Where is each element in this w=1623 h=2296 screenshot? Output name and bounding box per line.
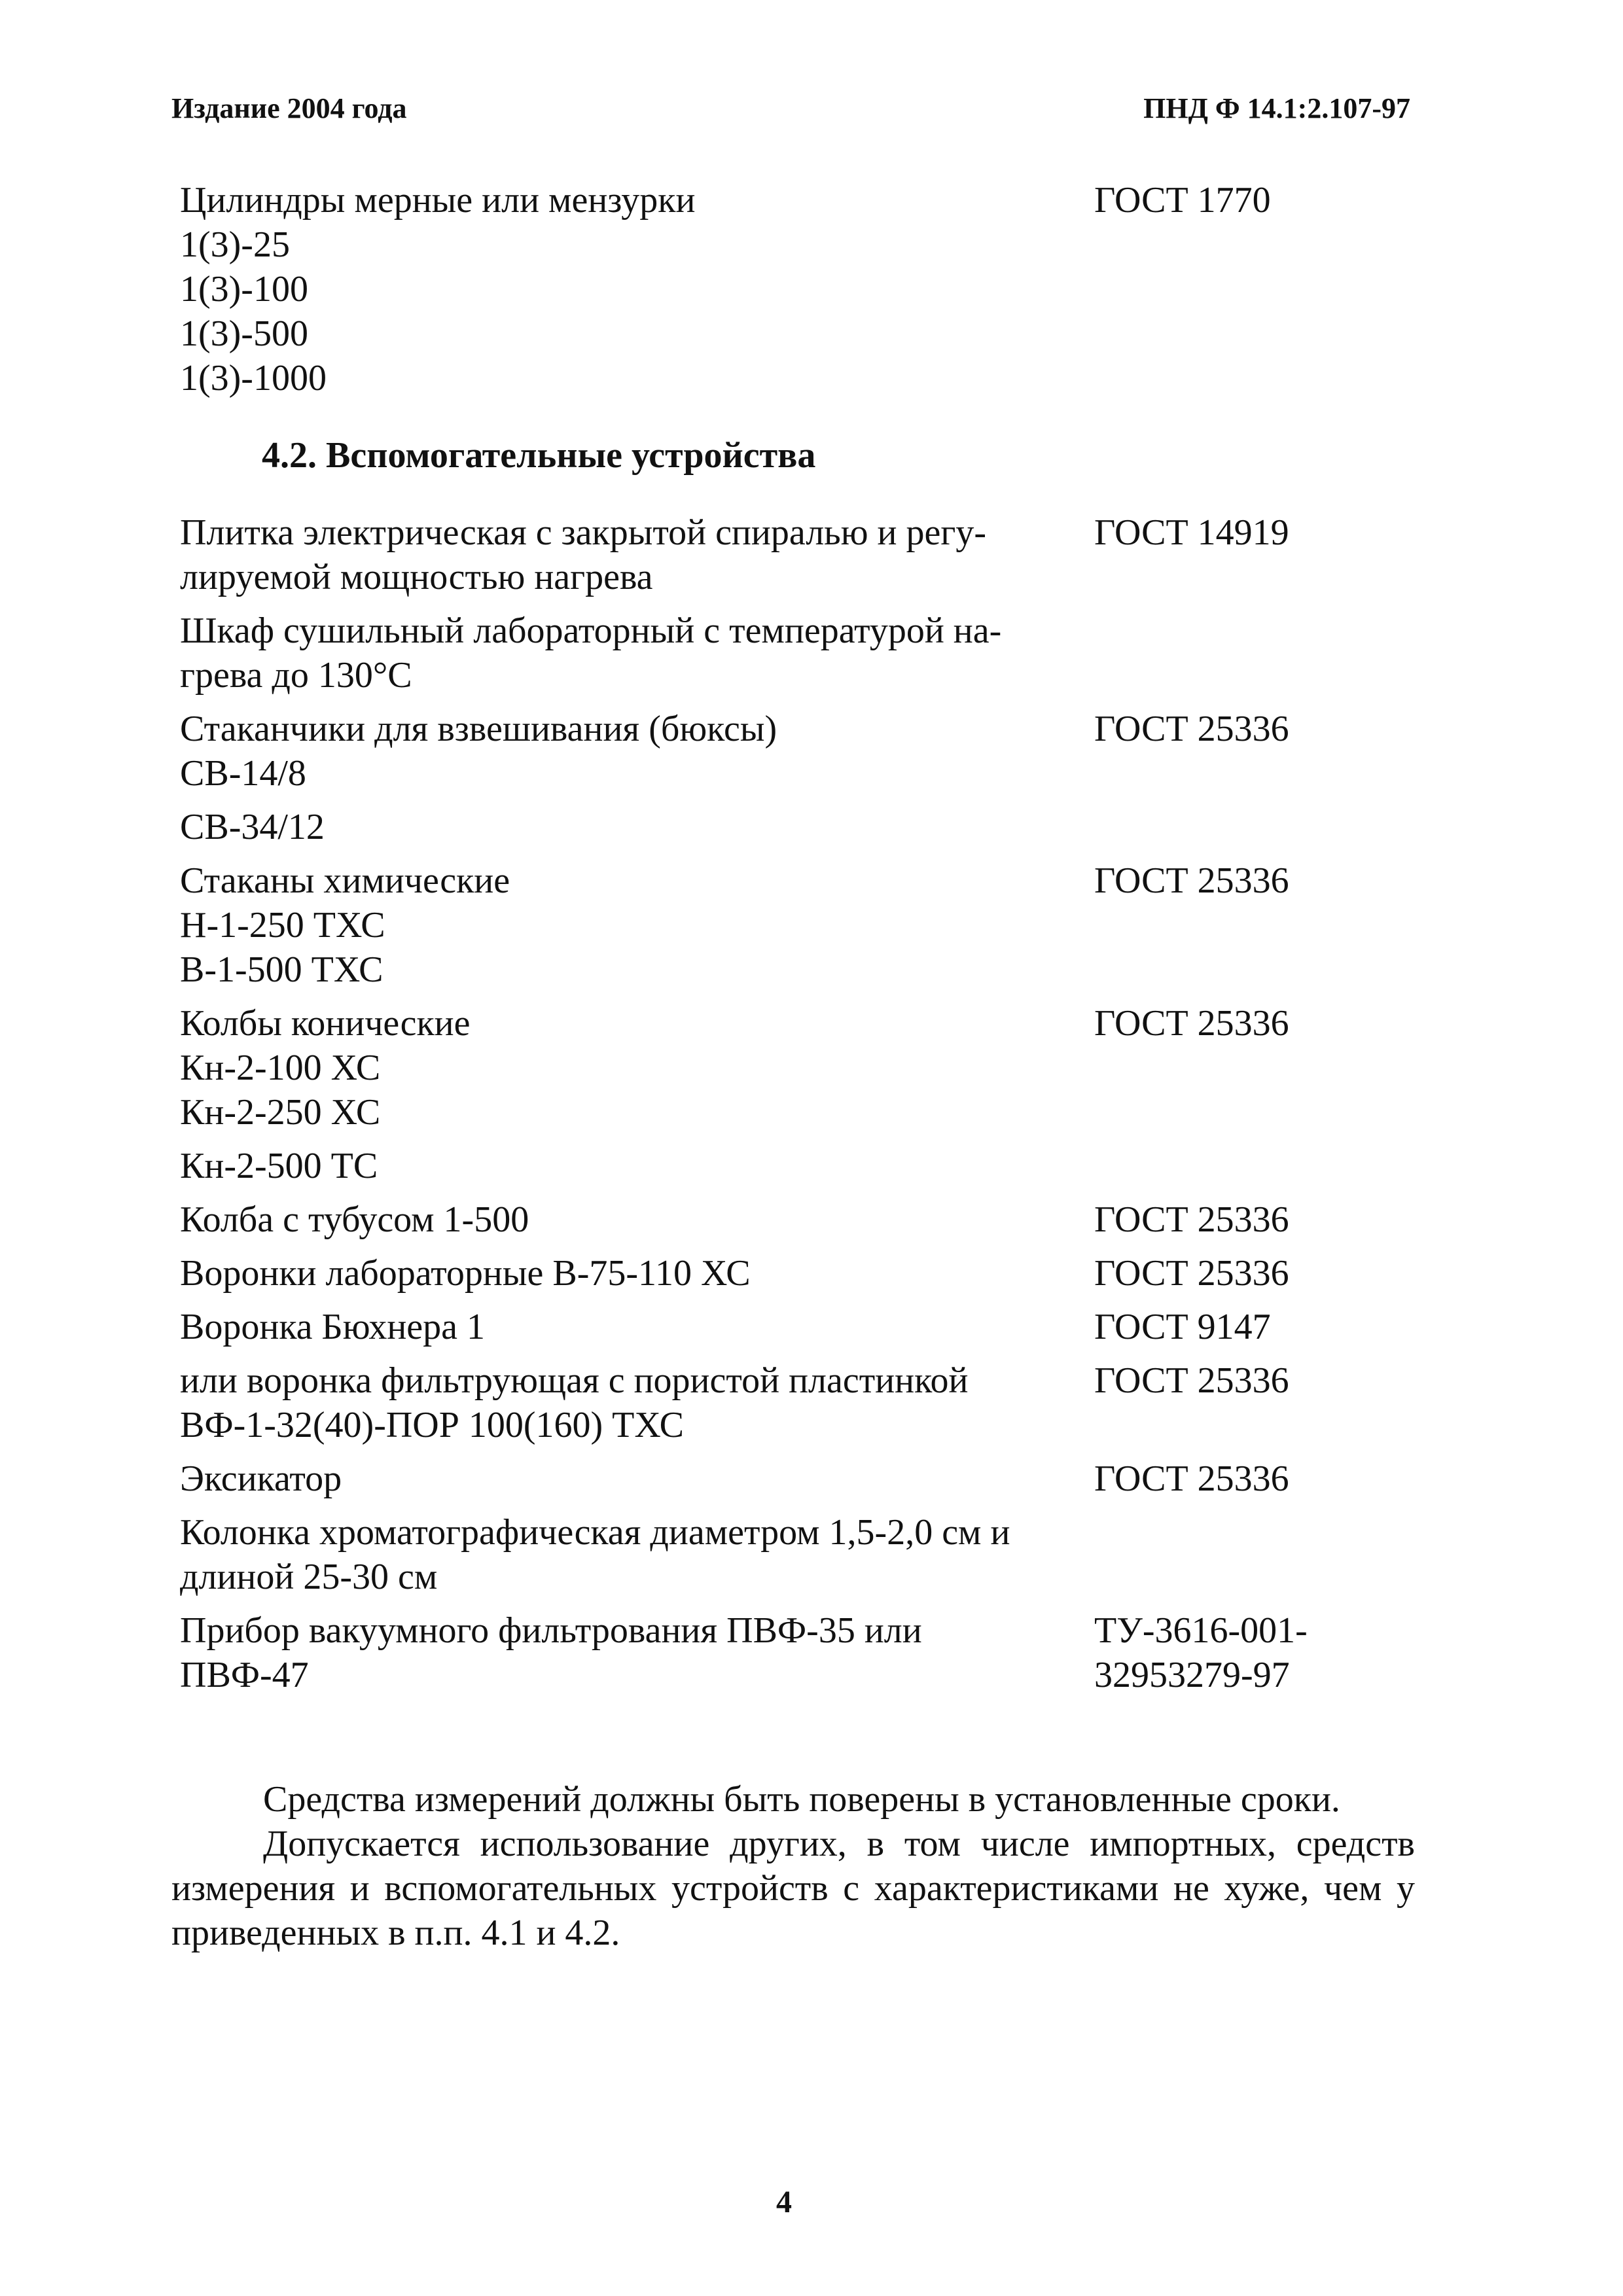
equipment-standard xyxy=(1094,1358,1448,1403)
cylinders-item xyxy=(180,178,695,400)
equipment-row xyxy=(180,1510,1450,1599)
equipment-row xyxy=(180,510,1450,599)
equipment-name-line: Колба с тубусом 1-500 xyxy=(180,1199,529,1240)
equipment-name xyxy=(180,1001,1070,1135)
equipment-name-line: Плитка электрическая с закрытой спиралью и регу- xyxy=(180,512,986,553)
equipment-name-line: ВФ-1-32(40)-ПОР 100(160) ТХС xyxy=(180,1405,685,1445)
equipment-name xyxy=(180,805,1070,849)
equipment-row xyxy=(180,805,1450,849)
equipment-name-line: Эксикатор xyxy=(180,1458,342,1499)
equipment-name-line: Шкаф сушильный лабораторный с температурой на- xyxy=(180,610,1002,651)
equipment-name xyxy=(180,1457,1070,1501)
equipment-name xyxy=(180,1305,1070,1349)
equipment-name-line: Колонка хроматографическая диаметром 1,5-2,0 см и xyxy=(180,1512,1010,1553)
equipment-name xyxy=(180,1251,1070,1296)
equipment-name-line: Воронки лабораторные В-75-110 ХС xyxy=(180,1253,751,1294)
equipment-row xyxy=(180,609,1450,698)
equipment-name xyxy=(180,1358,1070,1447)
equipment-standard-line: ГОСТ 9147 xyxy=(1094,1307,1271,1347)
cylinders-size: 1(3)-1000 xyxy=(180,358,327,398)
equipment-name-line: Кн-2-100 ХС xyxy=(180,1048,381,1088)
equipment-row xyxy=(180,1305,1450,1349)
equipment-name-line: Кн-2-250 ХС xyxy=(180,1092,381,1133)
equipment-standard-line: ГОСТ 25336 xyxy=(1094,1003,1289,1044)
note-paragraph: Средства измерений должны быть поверены в установленные сроки. xyxy=(263,1779,1340,1820)
equipment-standard xyxy=(1094,510,1448,555)
equipment-list xyxy=(180,510,1450,1706)
equipment-row xyxy=(180,1608,1450,1697)
equipment-standard xyxy=(1094,1457,1448,1501)
equipment-name xyxy=(180,1510,1070,1599)
equipment-name-line: СВ-34/12 xyxy=(180,807,325,847)
equipment-name-line: СВ-14/8 xyxy=(180,753,306,794)
equipment-standard xyxy=(1094,1608,1448,1697)
equipment-name xyxy=(180,707,1070,796)
equipment-standard xyxy=(1094,1001,1448,1046)
equipment-name-line: Стаканы химические xyxy=(180,860,510,901)
equipment-name-line: Прибор вакуумного фильтрования ПВФ-35 или xyxy=(180,1610,922,1651)
notes xyxy=(171,1777,1415,1955)
equipment-row xyxy=(180,1001,1450,1135)
equipment-standard xyxy=(1094,1251,1448,1296)
equipment-name-line: В-1-500 ТХС xyxy=(180,949,383,990)
cylinders-size: 1(3)-100 xyxy=(180,269,308,309)
equipment-standard-line: ГОСТ 25336 xyxy=(1094,1199,1289,1240)
equipment-standard xyxy=(1094,1197,1448,1242)
equipment-name-line: грева до 130°С xyxy=(180,655,412,696)
equipment-name xyxy=(180,1197,1070,1242)
page-number: 4 xyxy=(776,2185,792,2219)
equipment-row xyxy=(180,858,1450,992)
section-title: 4.2. Вспомогательные устройства xyxy=(262,435,816,476)
equipment-name-line: Н-1-250 ТХС xyxy=(180,905,385,945)
equipment-name xyxy=(180,1144,1070,1188)
equipment-name-line: или воронка фильтрующая с пористой пластинкой xyxy=(180,1360,969,1401)
cylinders-name: Цилиндры мерные или мензурки xyxy=(180,180,696,221)
equipment-name-line: ПВФ-47 xyxy=(180,1655,309,1695)
equipment-standard xyxy=(1094,707,1448,751)
cylinders-standard: ГОСТ 1770 xyxy=(1094,180,1271,221)
equipment-row xyxy=(180,1197,1450,1242)
edition-label: Издание 2004 года xyxy=(171,92,407,124)
equipment-name-line: Колбы конические xyxy=(180,1003,471,1044)
equipment-standard-line: ТУ-3616-001- xyxy=(1094,1610,1308,1651)
equipment-name xyxy=(180,858,1070,992)
note-paragraph: Допускается использование других, в том числе импортных, средств измерения и вспомогательных устройств с характеристиками не хуже, чем у приведенных в п.п. 4.1 и 4.2. xyxy=(171,1824,1415,1953)
equipment-standard-line: ГОСТ 25336 xyxy=(1094,1253,1289,1294)
equipment-standard-line: 32953279-97 xyxy=(1094,1655,1290,1695)
equipment-name-line: лируемой мощностью нагрева xyxy=(180,557,653,597)
equipment-standard-line: ГОСТ 25336 xyxy=(1094,860,1289,901)
equipment-standard-line: ГОСТ 25336 xyxy=(1094,1458,1289,1499)
equipment-standard xyxy=(1094,858,1448,903)
equipment-standard-line: ГОСТ 25336 xyxy=(1094,1360,1289,1401)
equipment-name xyxy=(180,609,1070,698)
equipment-name xyxy=(180,1608,1070,1697)
equipment-name-line: Кн-2-500 ТС xyxy=(180,1146,378,1186)
equipment-standard xyxy=(1094,1305,1448,1349)
equipment-row xyxy=(180,1144,1450,1188)
equipment-standard-line: ГОСТ 14919 xyxy=(1094,512,1289,553)
equipment-row xyxy=(180,1251,1450,1296)
equipment-row xyxy=(180,1358,1450,1447)
equipment-name-line: Стаканчики для взвешивания (бюксы) xyxy=(180,709,777,749)
equipment-row xyxy=(180,1457,1450,1501)
equipment-row xyxy=(180,707,1450,796)
equipment-name-line: Воронка Бюхнера 1 xyxy=(180,1307,486,1347)
cylinders-size: 1(3)-25 xyxy=(180,224,290,265)
document-code: ПНД Ф 14.1:2.107-97 xyxy=(1143,92,1410,124)
cylinders-size: 1(3)-500 xyxy=(180,313,308,354)
equipment-name xyxy=(180,510,1070,599)
equipment-name-line: длиной 25-30 см xyxy=(180,1557,438,1597)
equipment-standard-line: ГОСТ 25336 xyxy=(1094,709,1289,749)
